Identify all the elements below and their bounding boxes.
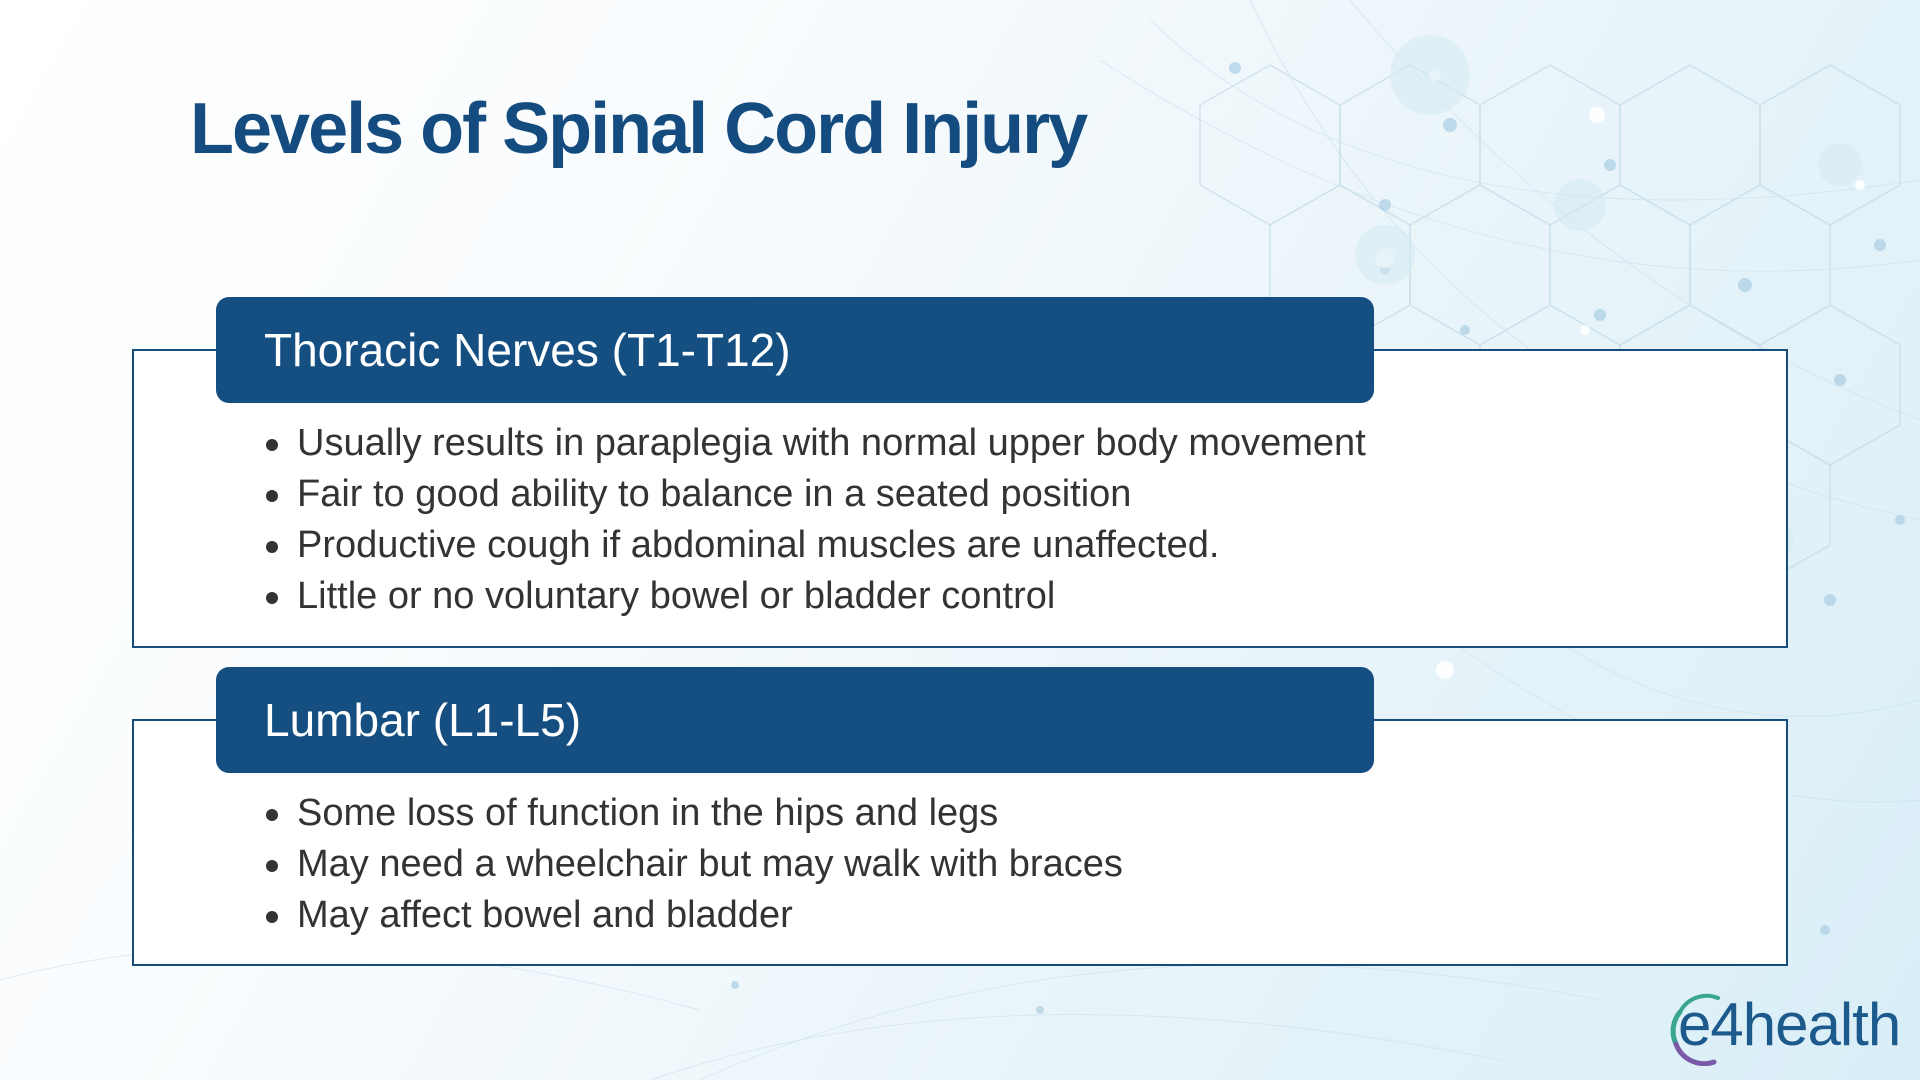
list-item: May need a wheelchair but may walk with braces — [262, 839, 1123, 890]
e4health-logo — [1666, 988, 1901, 1066]
thoracic-bullet-list — [262, 418, 1366, 622]
thoracic-section-heading: Thoracic Nerves (T1-T12) — [264, 324, 791, 376]
lumbar-section-header — [216, 667, 1374, 773]
lumbar-bullet-list — [262, 788, 1123, 941]
lumbar-section-heading: Lumbar (L1-L5) — [264, 694, 582, 746]
slide-title: Levels of Spinal Cord Injury — [190, 89, 1087, 169]
logo-wordmark: e4health — [1678, 991, 1901, 1058]
thoracic-section-header — [216, 297, 1374, 403]
list-item: Some loss of function in the hips and legs — [262, 788, 1123, 839]
list-item: May affect bowel and bladder — [262, 890, 1123, 941]
list-item: Usually results in paraplegia with normal upper body movement — [262, 418, 1366, 469]
list-item: Fair to good ability to balance in a seated position — [262, 469, 1366, 520]
list-item: Productive cough if abdominal muscles are unaffected. — [262, 520, 1366, 571]
list-item: Little or no voluntary bowel or bladder control — [262, 571, 1366, 622]
